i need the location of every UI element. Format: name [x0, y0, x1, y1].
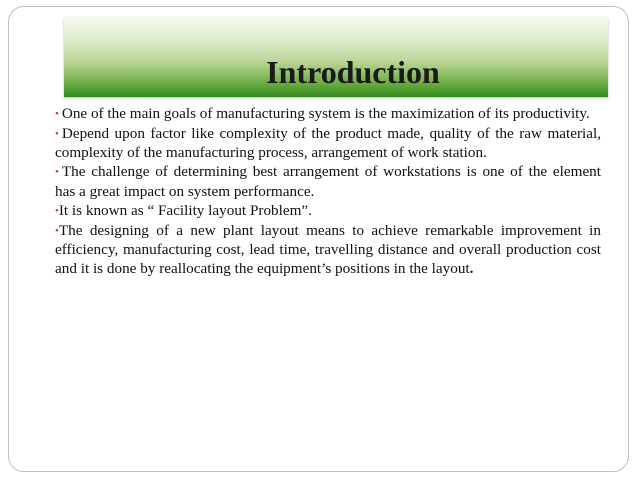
bullet-item-2 [55, 125, 601, 163]
bullet-icon: • [55, 128, 59, 140]
bullet-item-5 [55, 222, 601, 278]
bullet-icon: • [55, 108, 59, 120]
bullet-list [55, 105, 601, 279]
bullet-item-3 [55, 163, 601, 201]
slide-title: Introduction [266, 54, 440, 90]
bullet-icon: • [55, 204, 59, 217]
bullet-text: Depend upon factor like complexity of the product made, quality of the raw material, complexity of the manufacturing process, arrangement of work station. [55, 125, 601, 162]
bullet-item-4 [55, 202, 601, 221]
bullet-text: It is known as “ Facility layout Problem”. [58, 201, 312, 219]
bullet-icon: • [55, 166, 59, 179]
bullet-trailing-period: . [469, 259, 474, 277]
bullet-text: The designing of a new plant layout means to achieve remarkable improvement in efficiency, manufacturing cost, lead time, travelling distance and overall production cost and it is done by reallocating the equipment’s positions in the layout [55, 221, 601, 277]
bullet-text: The challenge of determining best arrangement of workstations is one of the element has a great impact on system performance. [55, 163, 601, 200]
bullet-text: One of the main goals of manufacturing system is the maximization of its productivity. [61, 105, 590, 122]
bullet-item-1 [55, 105, 601, 124]
bullet-icon: • [55, 224, 59, 237]
